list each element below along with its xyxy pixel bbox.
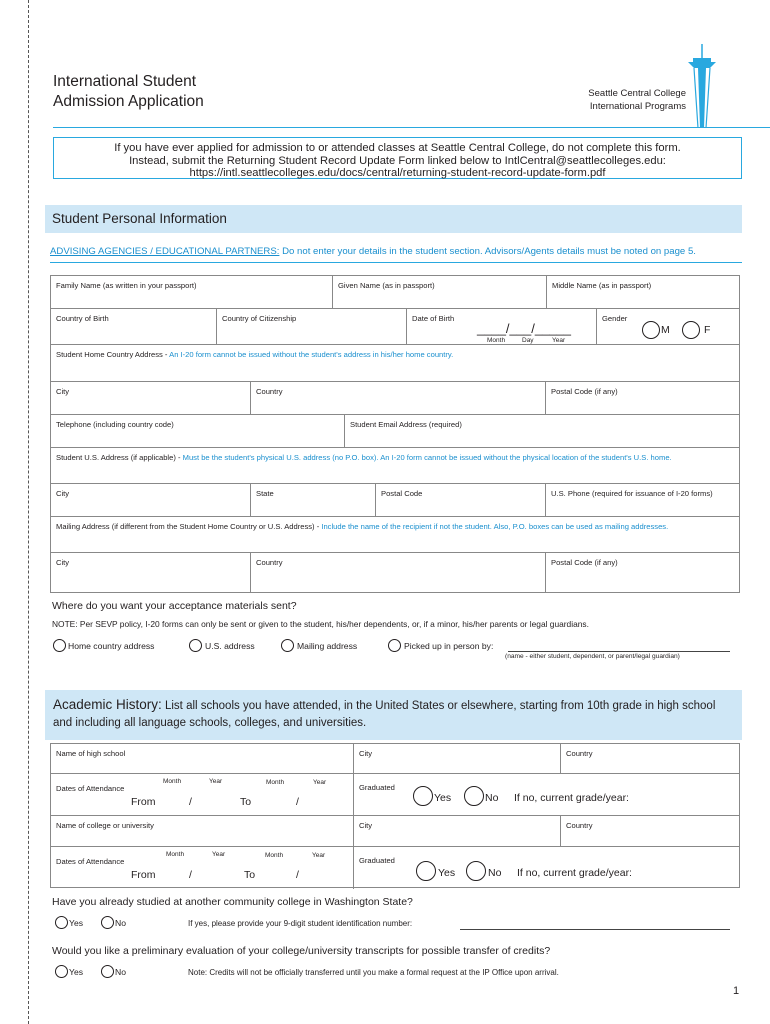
wa-cc-yes-radio[interactable] — [55, 916, 68, 929]
transfer-eval-question: Would you like a preliminary evaluation of your college/university transcripts for possible transfer of credits? — [52, 945, 551, 957]
college-dates-row — [51, 847, 739, 889]
wa-cc-question: Have you already studied at another community college in Washington State? — [52, 896, 413, 908]
high-school-dates-row — [51, 774, 739, 816]
cut-line — [28, 0, 29, 1024]
college-dates-field[interactable]: Dates of Attendance Month Year Month Year From / To / — [56, 851, 326, 881]
section-personal-info — [45, 205, 742, 233]
gender-m-radio[interactable] — [642, 321, 660, 339]
telephone-field[interactable]: Telephone (including country code) — [56, 420, 174, 429]
send-mailing-radio[interactable] — [281, 639, 294, 652]
name-row — [51, 276, 739, 309]
transfer-eval-no-label: No — [115, 967, 126, 977]
home-city-field[interactable]: City — [56, 387, 70, 396]
send-mailing-label: Mailing address — [297, 641, 358, 651]
high-school-graduated-field: Graduated Yes No If no, current grade/year: — [353, 774, 741, 815]
section-heading: Student Personal Information — [52, 211, 227, 226]
home-country-field[interactable]: Country — [250, 382, 545, 414]
page-number: 1 — [733, 985, 740, 997]
high-school-dates-field[interactable]: Dates of Attendance Month Year Month Year From / To / — [56, 778, 327, 808]
high-school-country-field[interactable]: Country — [560, 744, 741, 773]
transfer-eval-no-radio[interactable] — [101, 965, 114, 978]
wa-cc-yes-label: Yes — [69, 918, 84, 928]
mailing-address-field[interactable]: Mailing Address (if different from the Student Home Country or U.S. Address) - Include the name of the recipient if not the student. Also, P.O. boxes can be used as mailing addresses. — [51, 517, 739, 553]
college-name-field[interactable]: Name of college or university — [56, 821, 154, 830]
college-country-field[interactable]: Country — [560, 816, 741, 846]
transfer-eval-yes-radio[interactable] — [55, 965, 68, 978]
high-school-row — [51, 744, 739, 774]
us-address-field[interactable]: Student U.S. Address (if applicable) - Must be the student's physical U.S. address (no P.O. box). An I-20 form cannot be issued without the physical location of the student's U.S. home. — [51, 448, 739, 484]
acceptance-question: Where do you want your acceptance materials sent? — [52, 600, 297, 612]
given-name-field[interactable]: Given Name (as in passport) — [332, 276, 546, 308]
mailing-postal-field[interactable]: Postal Code (if any) — [545, 553, 741, 593]
hs-graduated-yes-radio[interactable] — [413, 786, 433, 806]
mailing-city-row — [51, 553, 739, 593]
college-graduated-yes-radio[interactable] — [416, 861, 436, 881]
send-us-radio[interactable] — [189, 639, 202, 652]
country-of-citizenship-field[interactable]: Country of Citizenship — [216, 309, 406, 344]
pickup-name-line[interactable] — [508, 651, 730, 652]
gender-f-label: F — [704, 324, 711, 336]
contact-row — [51, 415, 739, 448]
returning-student-notice: If you have ever applied for admission to or attended classes at Seattle Central College, do not complete this form. Instead, submit the Returning Student Record Update Form linked below to IntlCentral@seattlecolleges.edu: https://intl.seattlecolleges.edu/docs/central/returning-student-record-update-form.pdf — [53, 137, 742, 179]
college-row — [51, 816, 739, 847]
mailing-city-field[interactable]: City — [56, 558, 70, 567]
send-pickup-label: Picked up in person by: — [404, 641, 494, 651]
dob-month-label: Month — [487, 337, 506, 344]
dob-slots: ____/___/_____ — [477, 321, 571, 336]
advising-note: ADVISING AGENCIES / EDUCATIONAL PARTNERS: Do not enter your details in the student section. Advisors/Agents details must be noted on page 5. — [50, 246, 696, 257]
us-city-field[interactable]: City — [56, 489, 70, 498]
high-school-name-field[interactable]: Name of high school — [56, 749, 126, 758]
academic-grid — [50, 743, 740, 888]
home-city-row — [51, 382, 739, 415]
wa-cc-no-radio[interactable] — [101, 916, 114, 929]
middle-name-field[interactable]: Middle Name (as in passport) — [546, 276, 741, 308]
us-state-field[interactable]: State — [250, 484, 375, 516]
send-us-label: U.S. address — [205, 641, 255, 651]
home-postal-field[interactable]: Postal Code (if any) — [545, 382, 741, 414]
hs-graduated-no-radio[interactable] — [464, 786, 484, 806]
space-needle-logo — [684, 44, 720, 128]
form-title: International Student Admission Application — [53, 73, 204, 110]
send-home-label: Home country address — [68, 641, 155, 651]
country-of-birth-field[interactable]: Country of Birth — [56, 314, 109, 323]
send-home-radio[interactable] — [53, 639, 66, 652]
header-rule — [53, 127, 770, 128]
family-name-field[interactable]: Family Name (as written in your passport) — [56, 281, 197, 290]
transfer-note: Note: Credits will not be officially transferred until you make a formal request at the IP Office upon arrival. — [188, 968, 559, 977]
us-city-row — [51, 484, 739, 517]
us-postal-field[interactable]: Postal Code — [375, 484, 545, 516]
college-graduated-no-radio[interactable] — [466, 861, 486, 881]
dob-year-label: Year — [552, 337, 566, 344]
date-of-birth-field[interactable]: Date of Birth ____/___/_____ Month Day Year — [406, 309, 596, 344]
student-id-note: If yes, please provide your 9-digit student identification number: — [188, 919, 413, 928]
send-pickup-radio[interactable] — [388, 639, 401, 652]
us-phone-field[interactable]: U.S. Phone (required for issuance of I-20 forms) — [545, 484, 741, 516]
personal-info-grid — [50, 275, 740, 593]
gender-f-radio[interactable] — [682, 321, 700, 339]
sevp-note: NOTE: Per SEVP policy, I-20 forms can only be sent or given to the student, his/her dependents, or, if a minor, his/her parents or legal guardians. — [52, 619, 589, 629]
high-school-city-field[interactable]: City — [353, 744, 560, 773]
wa-cc-no-label: No — [115, 918, 126, 928]
mailing-country-field[interactable]: Country — [250, 553, 545, 593]
home-address-field[interactable]: Student Home Country Address - An I-20 form cannot be issued without the student's address in his/her home country. — [51, 345, 739, 382]
college-city-field[interactable]: City — [353, 816, 560, 846]
pickup-hint: (name - either student, dependent, or parent/legal guardian) — [505, 653, 680, 660]
returning-form-link[interactable]: https://intl.seattlecolleges.edu/docs/central/returning-student-record-update-form.pdf — [189, 167, 606, 179]
student-id-line[interactable] — [460, 929, 730, 930]
transfer-eval-yes-label: Yes — [69, 967, 84, 977]
birth-row — [51, 309, 739, 345]
email-field[interactable]: Student Email Address (required) — [344, 415, 741, 447]
gender-field: Gender M F — [596, 309, 741, 344]
advising-rule — [50, 262, 742, 263]
dob-day-label: Day — [522, 337, 534, 344]
gender-m-label: M — [661, 324, 670, 336]
college-graduated-field: Graduated Yes No If no, current grade/year: — [353, 847, 741, 889]
section-academic-history: Academic History: List all schools you have attended, in the United States or elsewhere, starting from 10th grade in high school and including all language schools, colleges, and universities. — [45, 690, 742, 740]
org-name: Seattle Central College International Programs — [588, 88, 686, 112]
